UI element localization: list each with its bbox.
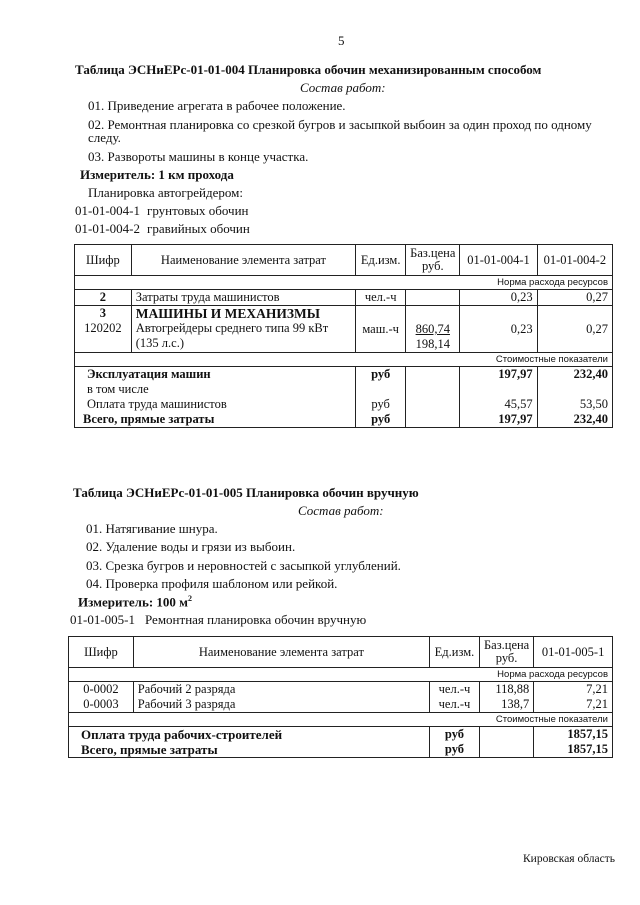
row-name: Затраты труда машинистов (131, 290, 355, 306)
table1-title: Таблица ЭСНиЕРс-01-01-004 Планировка обочин механизированным способом (75, 62, 542, 77)
cost-name: Оплата труда рабочих-строителей (69, 727, 430, 743)
cost-unit: руб (371, 397, 390, 411)
norm-label: Норма расхода ресурсов (69, 668, 613, 682)
page-number: 5 (338, 33, 345, 48)
cost-label: Стоимостные показатели (75, 353, 613, 367)
section-code: 3 (99, 306, 106, 320)
total-name: Всего, прямые затраты (75, 412, 356, 428)
cost-label: Стоимостные показатели (69, 713, 613, 727)
section-title: МАШИНЫ И МЕХАНИЗМЫ (135, 306, 320, 321)
header-base-price: Баз.цена руб. (479, 637, 533, 668)
cost-unit: руб (371, 367, 391, 381)
code: 01-01-004-2 (75, 221, 140, 236)
table-header (69, 637, 613, 668)
row-price (406, 290, 460, 306)
total-v2: 232,40 (537, 412, 612, 428)
row-v1: 0,23 (460, 306, 537, 353)
code-name: гравийных обочин (147, 221, 250, 236)
cost-label-row (69, 713, 613, 727)
cost-v2: 53,50 (579, 397, 608, 411)
work-item: 03. Развороты машины в конце участка. (88, 149, 309, 164)
table-row (69, 697, 613, 713)
header-base-price: Баз.цена руб. (406, 245, 460, 276)
table2-subtitle: Состав работ: (298, 503, 384, 518)
work-item: следу. (88, 130, 121, 145)
resource-name-line2: (135 л.с.) (135, 336, 185, 350)
meter-superscript: 2 (188, 594, 193, 603)
norm-row (69, 668, 613, 682)
row-unit: чел.-ч (429, 697, 479, 713)
work-item: 02. Ремонтная планировка со срезкой бугров и засыпкой выбоин за один проход по одному (88, 117, 592, 132)
including-label: в том числе (87, 382, 149, 396)
code-name: грунтовых обочин (147, 203, 249, 218)
price-bottom: 198,14 (415, 337, 450, 351)
table-header (75, 245, 613, 276)
table-row (75, 367, 613, 413)
table-row (75, 306, 613, 353)
norm-label: Норма расхода ресурсов (75, 276, 613, 290)
row-code (75, 306, 132, 353)
total-row (69, 742, 613, 758)
row-unit: чел.-ч (429, 682, 479, 698)
table2-title: Таблица ЭСНиЕРс-01-01-005 Планировка обочин вручную (73, 485, 419, 500)
header-name: Наименование элемента затрат (133, 637, 429, 668)
code: 01-01-004-1 (75, 203, 140, 218)
cost-name: Оплата труда машинистов (87, 397, 227, 411)
table2 (68, 636, 613, 758)
work-item: 01. Приведение агрегата в рабочее положение. (88, 98, 346, 113)
cost-name: Эксплуатация машин (87, 367, 211, 381)
header-unit: Ед.изм. (429, 637, 479, 668)
cost-v2: 232,40 (573, 367, 608, 381)
row-price: 118,88 (479, 682, 533, 698)
total-row (75, 412, 613, 428)
resource-name-line1: Автогрейдеры среднего типа 99 кВт (135, 321, 329, 335)
header-unit: Ед.изм. (356, 245, 406, 276)
resource-code: 120202 (84, 321, 122, 335)
header-col2: 01-01-004-2 (537, 245, 612, 276)
header-cipher: Шифр (75, 245, 132, 276)
code-name: Ремонтная планировка обочин вручную (145, 612, 367, 627)
work-item: 01. Натягивание шнура. (86, 521, 218, 536)
row-v2: 0,27 (537, 306, 612, 353)
row-unit: чел.-ч (356, 290, 406, 306)
meter: Измеритель: 1 км прохода (80, 167, 234, 182)
header-name: Наименование элемента затрат (131, 245, 355, 276)
table-row (75, 290, 613, 306)
row-code: 2 (75, 290, 132, 306)
header-col1: 01-01-005-1 (534, 637, 613, 668)
row-name (131, 306, 355, 353)
row-code: 0-0002 (69, 682, 134, 698)
code: 01-01-005-1 (70, 612, 135, 627)
row-name: Рабочий 2 разряда (133, 682, 429, 698)
meter-text: Измеритель: 100 м (78, 594, 189, 610)
cost-v1: 1857,15 (534, 727, 613, 743)
group-label: Планировка автогрейдером: (88, 185, 243, 200)
row-v1: 7,21 (534, 682, 613, 698)
header-cipher: Шифр (69, 637, 134, 668)
row-code: 0-0003 (69, 697, 134, 713)
work-item: 03. Срезка бугров и неровностей с засыпкой углублений. (86, 558, 401, 573)
total-unit: руб (429, 742, 479, 758)
row-price (406, 306, 460, 353)
row-price: 138,7 (479, 697, 533, 713)
row-v1: 0,23 (460, 290, 537, 306)
table1 (74, 244, 613, 428)
footer-region: Кировская область (523, 853, 616, 865)
table-row (69, 682, 613, 698)
table1-subtitle: Состав работ: (300, 80, 386, 95)
norm-row (75, 276, 613, 290)
total-name: Всего, прямые затраты (69, 742, 430, 758)
total-v1: 1857,15 (534, 742, 613, 758)
row-v2: 0,27 (537, 290, 612, 306)
header-col1: 01-01-004-1 (460, 245, 537, 276)
cost-label-row (75, 353, 613, 367)
work-item: 02. Удаление воды и грязи из выбоин. (86, 539, 296, 554)
row-v1: 7,21 (534, 697, 613, 713)
total-row (69, 727, 613, 743)
row-name: Рабочий 3 разряда (133, 697, 429, 713)
total-v1: 197,97 (460, 412, 537, 428)
cost-unit: руб (429, 727, 479, 743)
meter (78, 594, 192, 610)
work-item: 04. Проверка профиля шаблоном или рейкой. (86, 576, 338, 591)
price-top: 860,74 (415, 322, 450, 336)
cost-v1: 197,97 (498, 367, 533, 381)
total-unit: руб (356, 412, 406, 428)
row-unit: маш.-ч (356, 306, 406, 353)
cost-v1: 45,57 (504, 397, 533, 411)
